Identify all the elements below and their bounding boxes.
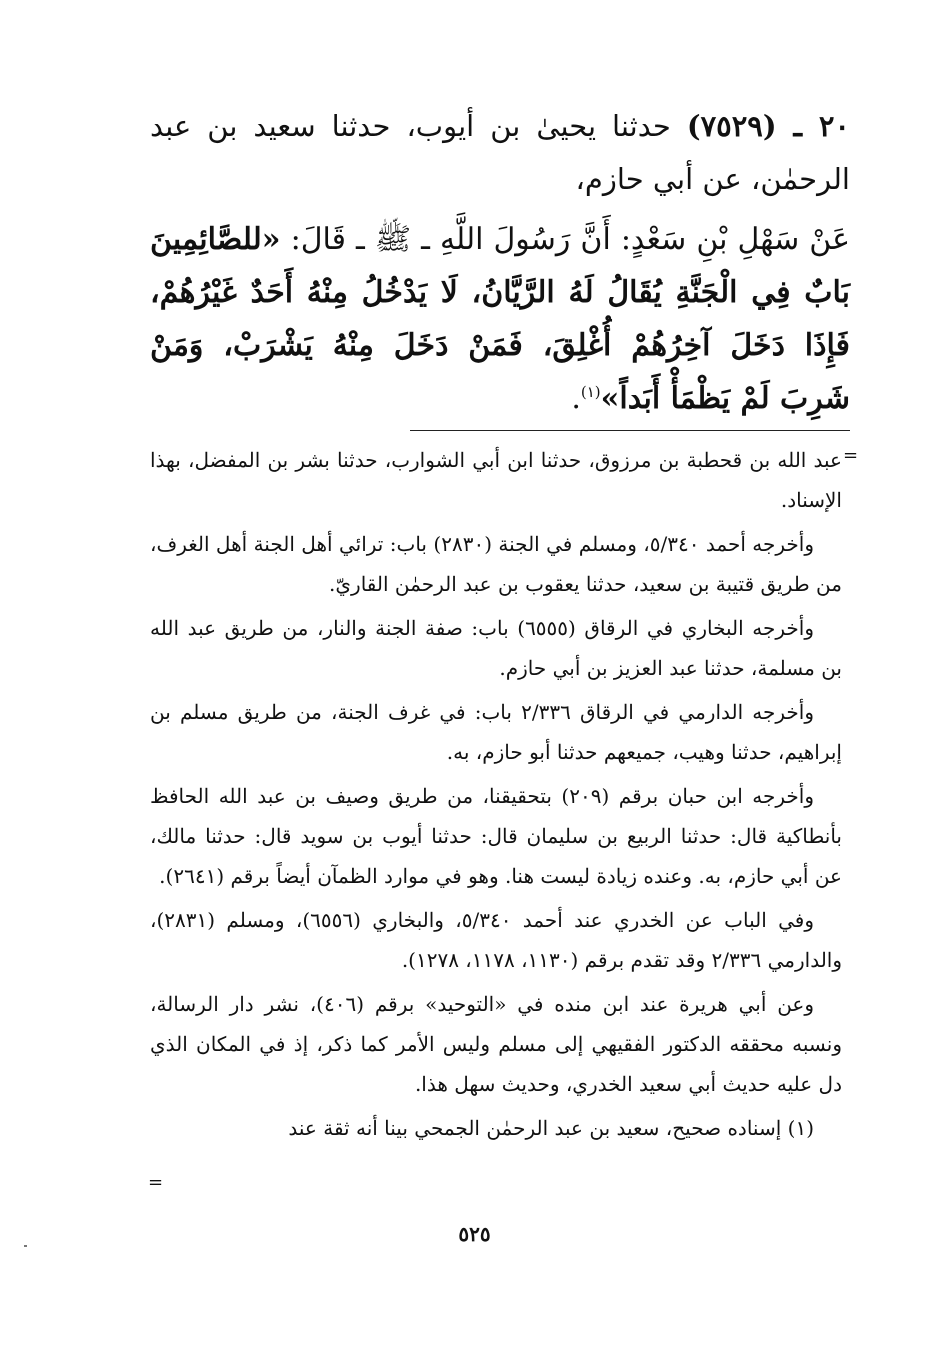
- hadith-matn: «للصَّائِمِينَ بَابٌ فِي الْجَنَّةِ يُقَالُ لَهُ الرَّيَّانُ، لَا يَدْخُلُ مِنْهُ أَحَدٌ غَيْرُهُمْ، فَإِذَا دَخَلَ آخِرُهُمْ أُغْلِقَ، فَمَنْ دَخَلَ مِنْهُ يَشْرَبْ، وَمَنْ شَرِبَ لَمْ يَظْمَأْ أَبَداً»: [150, 222, 850, 416]
- footnote-reference: (١): [580, 383, 601, 401]
- note-paragraph: وأخرجه الدارمي في الرقاق ٢/٣٣٦ باب: في غرف الجنة، من طريق مسلم بن إبراهيم، حدثنا وهيب، جميعهم حدثنا أبو حازم، به.: [150, 700, 842, 764]
- end-period: .: [571, 381, 581, 416]
- scan-speck: [24, 1245, 27, 1247]
- footnote-separator: [410, 430, 850, 431]
- note-paragraph: وعن أبي هريرة عند ابن منده في «التوحيد» برقم (٤٠٦)، نشر دار الرسالة، ونسبه محققه الدكتور الفقيهي إلى مسلم وليس الأمر كما ذكر، إذ في المكان الذي دل عليه حديث أبي سعيد الخدري، وحديث سهل هذا.: [150, 992, 842, 1096]
- note-paragraph: وفي الباب عن الخدري عند أحمد ٥/٣٤٠، والبخاري (٦٥٥٦)، ومسلم (٢٨٣١)، والدارمي ٢/٣٣٦ وقد تقدم برقم (١١٣٠، ١١٧٨، ١٢٧٨).: [150, 908, 842, 972]
- continuation-mark-top: =: [843, 445, 859, 466]
- narrator-line: عَنْ سَهْلِ بْنِ سَعْدٍ: أَنَّ رَسُولَ اللَّهِ ـ ﷺ ـ قَالَ:: [290, 222, 850, 257]
- footnote-1: (١) إسناده صحيح، سعيد بن عبد الرحمٰن الجمحي بينا أنه ثقة عند: [288, 1116, 814, 1140]
- hadith-body: [150, 213, 850, 425]
- note-paragraph: عبد الله بن قحطبة بن مرزوق، حدثنا ابن أبي الشوارب، حدثنا بشر بن المفضل، بهذا الإسناد.: [150, 448, 842, 512]
- hadith-number: ٢٠ ـ (٧٥٢٩): [686, 109, 850, 143]
- note-paragraph: وأخرجه ابن حبان برقم (٢٠٩) بتحقيقنا، من طريق وصيف بن عبد الله الحافظ بأنطاكية قال: حدثنا الربيع بن سليمان قال: حدثنا أيوب بن سويد قال: حدثنا مالك، عن أبي حازم، به. وعنده زيادة ليست هنا. وهو في موارد الظمآن أيضاً برقم (٢٦٤١).: [150, 784, 842, 888]
- isnad-text: حدثنا يحيىٰ بن أيوب، حدثنا سعيد بن عبد الرحمٰن، عن أبي حازم،: [150, 109, 850, 196]
- continuation-mark-bottom: =: [148, 1172, 164, 1193]
- hadith-chain: [150, 100, 850, 206]
- page-number: ٥٢٥: [458, 1222, 491, 1246]
- note-paragraph: وأخرجه أحمد ٥/٣٤٠، ومسلم في الجنة (٢٨٣٠) باب: ترائي أهل الجنة أهل الغرف، من طريق قتيبة بن سعيد، حدثنا يعقوب بن عبد الرحمٰن القاريّ.: [150, 532, 842, 596]
- footnotes-section: [150, 440, 842, 1152]
- note-paragraph: وأخرجه البخاري في الرقاق (٦٥٥٥) باب: صفة الجنة والنار، من طريق عبد الله بن مسلمة، حدثنا عبد العزيز بن أبي حازم.: [150, 616, 842, 680]
